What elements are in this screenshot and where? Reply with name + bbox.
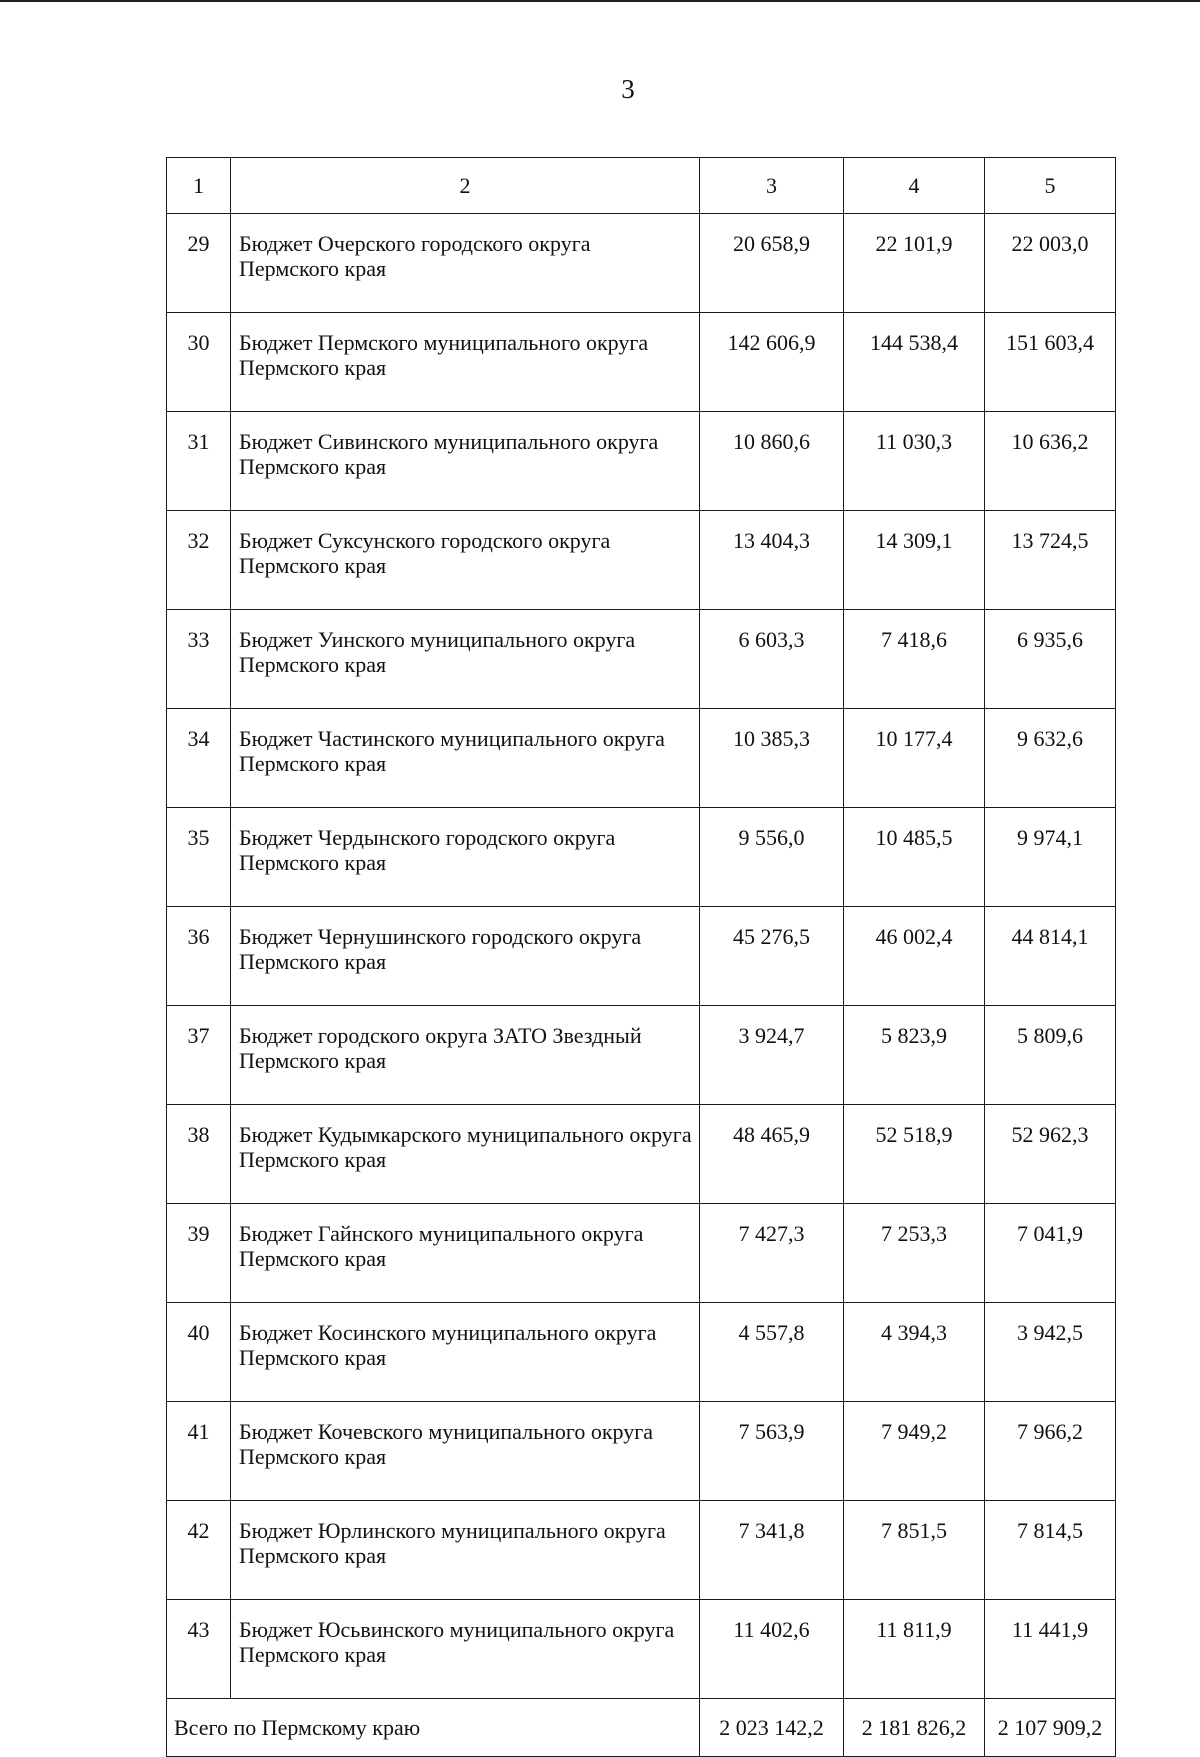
- total-col-4: 2 181 826,2: [844, 1699, 985, 1757]
- value-col-4: 11 811,9: [844, 1600, 985, 1699]
- budget-name: Бюджет городского округа ЗАТО Звездный Пермского края: [231, 1006, 700, 1105]
- value-col-5: 22 003,0: [985, 214, 1116, 313]
- row-number: 42: [167, 1501, 231, 1600]
- budget-name: Бюджет Юсьвинского муниципального округа Пермского края: [231, 1600, 700, 1699]
- value-col-4: 144 538,4: [844, 313, 985, 412]
- table-row: [167, 1402, 1116, 1501]
- value-col-4: 10 177,4: [844, 709, 985, 808]
- total-col-5: 2 107 909,2: [985, 1699, 1116, 1757]
- row-number: 34: [167, 709, 231, 808]
- budget-name: Бюджет Чердынского городского округа Пермского края: [231, 808, 700, 907]
- total-row: [167, 1699, 1116, 1757]
- value-col-3: 3 924,7: [700, 1006, 844, 1105]
- value-col-5: 13 724,5: [985, 511, 1116, 610]
- value-col-4: 7 851,5: [844, 1501, 985, 1600]
- value-col-3: 6 603,3: [700, 610, 844, 709]
- value-col-3: 48 465,9: [700, 1105, 844, 1204]
- table-row: [167, 313, 1116, 412]
- value-col-3: 142 606,9: [700, 313, 844, 412]
- value-col-4: 7 253,3: [844, 1204, 985, 1303]
- value-col-3: 13 404,3: [700, 511, 844, 610]
- value-col-4: 5 823,9: [844, 1006, 985, 1105]
- value-col-3: 7 427,3: [700, 1204, 844, 1303]
- value-col-3: 4 557,8: [700, 1303, 844, 1402]
- value-col-4: 10 485,5: [844, 808, 985, 907]
- table-row: [167, 907, 1116, 1006]
- value-col-5: 7 041,9: [985, 1204, 1116, 1303]
- value-col-4: 7 949,2: [844, 1402, 985, 1501]
- row-number: 39: [167, 1204, 231, 1303]
- column-header: 1: [167, 158, 231, 214]
- budget-name: Бюджет Сивинского муниципального округа Пермского края: [231, 412, 700, 511]
- budget-name: Бюджет Уинского муниципального округа Пермского края: [231, 610, 700, 709]
- row-number: 35: [167, 808, 231, 907]
- row-number: 43: [167, 1600, 231, 1699]
- table-row: [167, 412, 1116, 511]
- table-row: [167, 1204, 1116, 1303]
- value-col-3: 45 276,5: [700, 907, 844, 1006]
- budget-table-body: [167, 158, 1116, 1757]
- value-col-5: 3 942,5: [985, 1303, 1116, 1402]
- table-row: [167, 1006, 1116, 1105]
- page-top-border: [0, 0, 1200, 2]
- table-row: [167, 1501, 1116, 1600]
- table-row: [167, 709, 1116, 808]
- budget-name: Бюджет Пермского муниципального округа Пермского края: [231, 313, 700, 412]
- row-number: 37: [167, 1006, 231, 1105]
- value-col-5: 5 809,6: [985, 1006, 1116, 1105]
- column-header: 2: [231, 158, 700, 214]
- table-row: [167, 1600, 1116, 1699]
- value-col-5: 9 974,1: [985, 808, 1116, 907]
- value-col-4: 46 002,4: [844, 907, 985, 1006]
- value-col-4: 11 030,3: [844, 412, 985, 511]
- value-col-4: 52 518,9: [844, 1105, 985, 1204]
- budget-name: Бюджет Кочевского муниципального округа Пермского края: [231, 1402, 700, 1501]
- table-row: [167, 1303, 1116, 1402]
- column-header: 5: [985, 158, 1116, 214]
- budget-name: Бюджет Юрлинского муниципального округа Пермского края: [231, 1501, 700, 1600]
- table-row: [167, 610, 1116, 709]
- table-row: [167, 214, 1116, 313]
- budget-name: Бюджет Чернушинского городского округа Пермского края: [231, 907, 700, 1006]
- total-label: Всего по Пермскому краю: [167, 1699, 700, 1757]
- value-col-5: 7 966,2: [985, 1402, 1116, 1501]
- table-row: [167, 511, 1116, 610]
- column-header: 4: [844, 158, 985, 214]
- total-col-3: 2 023 142,2: [700, 1699, 844, 1757]
- budget-name: Бюджет Суксунского городского округа Пермского края: [231, 511, 700, 610]
- budget-name: Бюджет Гайнского муниципального округа Пермского края: [231, 1204, 700, 1303]
- row-number: 38: [167, 1105, 231, 1204]
- table-row: [167, 1105, 1116, 1204]
- value-col-4: 7 418,6: [844, 610, 985, 709]
- row-number: 40: [167, 1303, 231, 1402]
- row-number: 29: [167, 214, 231, 313]
- value-col-5: 151 603,4: [985, 313, 1116, 412]
- value-col-3: 7 341,8: [700, 1501, 844, 1600]
- budget-name: Бюджет Частинского муниципального округа Пермского края: [231, 709, 700, 808]
- page-number: 3: [621, 74, 635, 104]
- table-row: [167, 808, 1116, 907]
- budget-name: Бюджет Кудымкарского муниципального округа Пермского края: [231, 1105, 700, 1204]
- budget-name: Бюджет Очерского городского округа Пермского края: [231, 214, 700, 313]
- table-header-row: [167, 158, 1116, 214]
- value-col-5: 44 814,1: [985, 907, 1116, 1006]
- value-col-3: 20 658,9: [700, 214, 844, 313]
- row-number: 31: [167, 412, 231, 511]
- column-header: 3: [700, 158, 844, 214]
- value-col-3: 11 402,6: [700, 1600, 844, 1699]
- budget-table: [166, 157, 1116, 1757]
- value-col-5: 7 814,5: [985, 1501, 1116, 1600]
- value-col-3: 10 860,6: [700, 412, 844, 511]
- value-col-5: 9 632,6: [985, 709, 1116, 808]
- row-number: 41: [167, 1402, 231, 1501]
- row-number: 33: [167, 610, 231, 709]
- value-col-3: 10 385,3: [700, 709, 844, 808]
- value-col-3: 9 556,0: [700, 808, 844, 907]
- value-col-5: 52 962,3: [985, 1105, 1116, 1204]
- row-number: 30: [167, 313, 231, 412]
- budget-name: Бюджет Косинского муниципального округа Пермского края: [231, 1303, 700, 1402]
- value-col-4: 14 309,1: [844, 511, 985, 610]
- value-col-3: 7 563,9: [700, 1402, 844, 1501]
- row-number: 36: [167, 907, 231, 1006]
- value-col-4: 22 101,9: [844, 214, 985, 313]
- value-col-4: 4 394,3: [844, 1303, 985, 1402]
- value-col-5: 11 441,9: [985, 1600, 1116, 1699]
- value-col-5: 6 935,6: [985, 610, 1116, 709]
- row-number: 32: [167, 511, 231, 610]
- value-col-5: 10 636,2: [985, 412, 1116, 511]
